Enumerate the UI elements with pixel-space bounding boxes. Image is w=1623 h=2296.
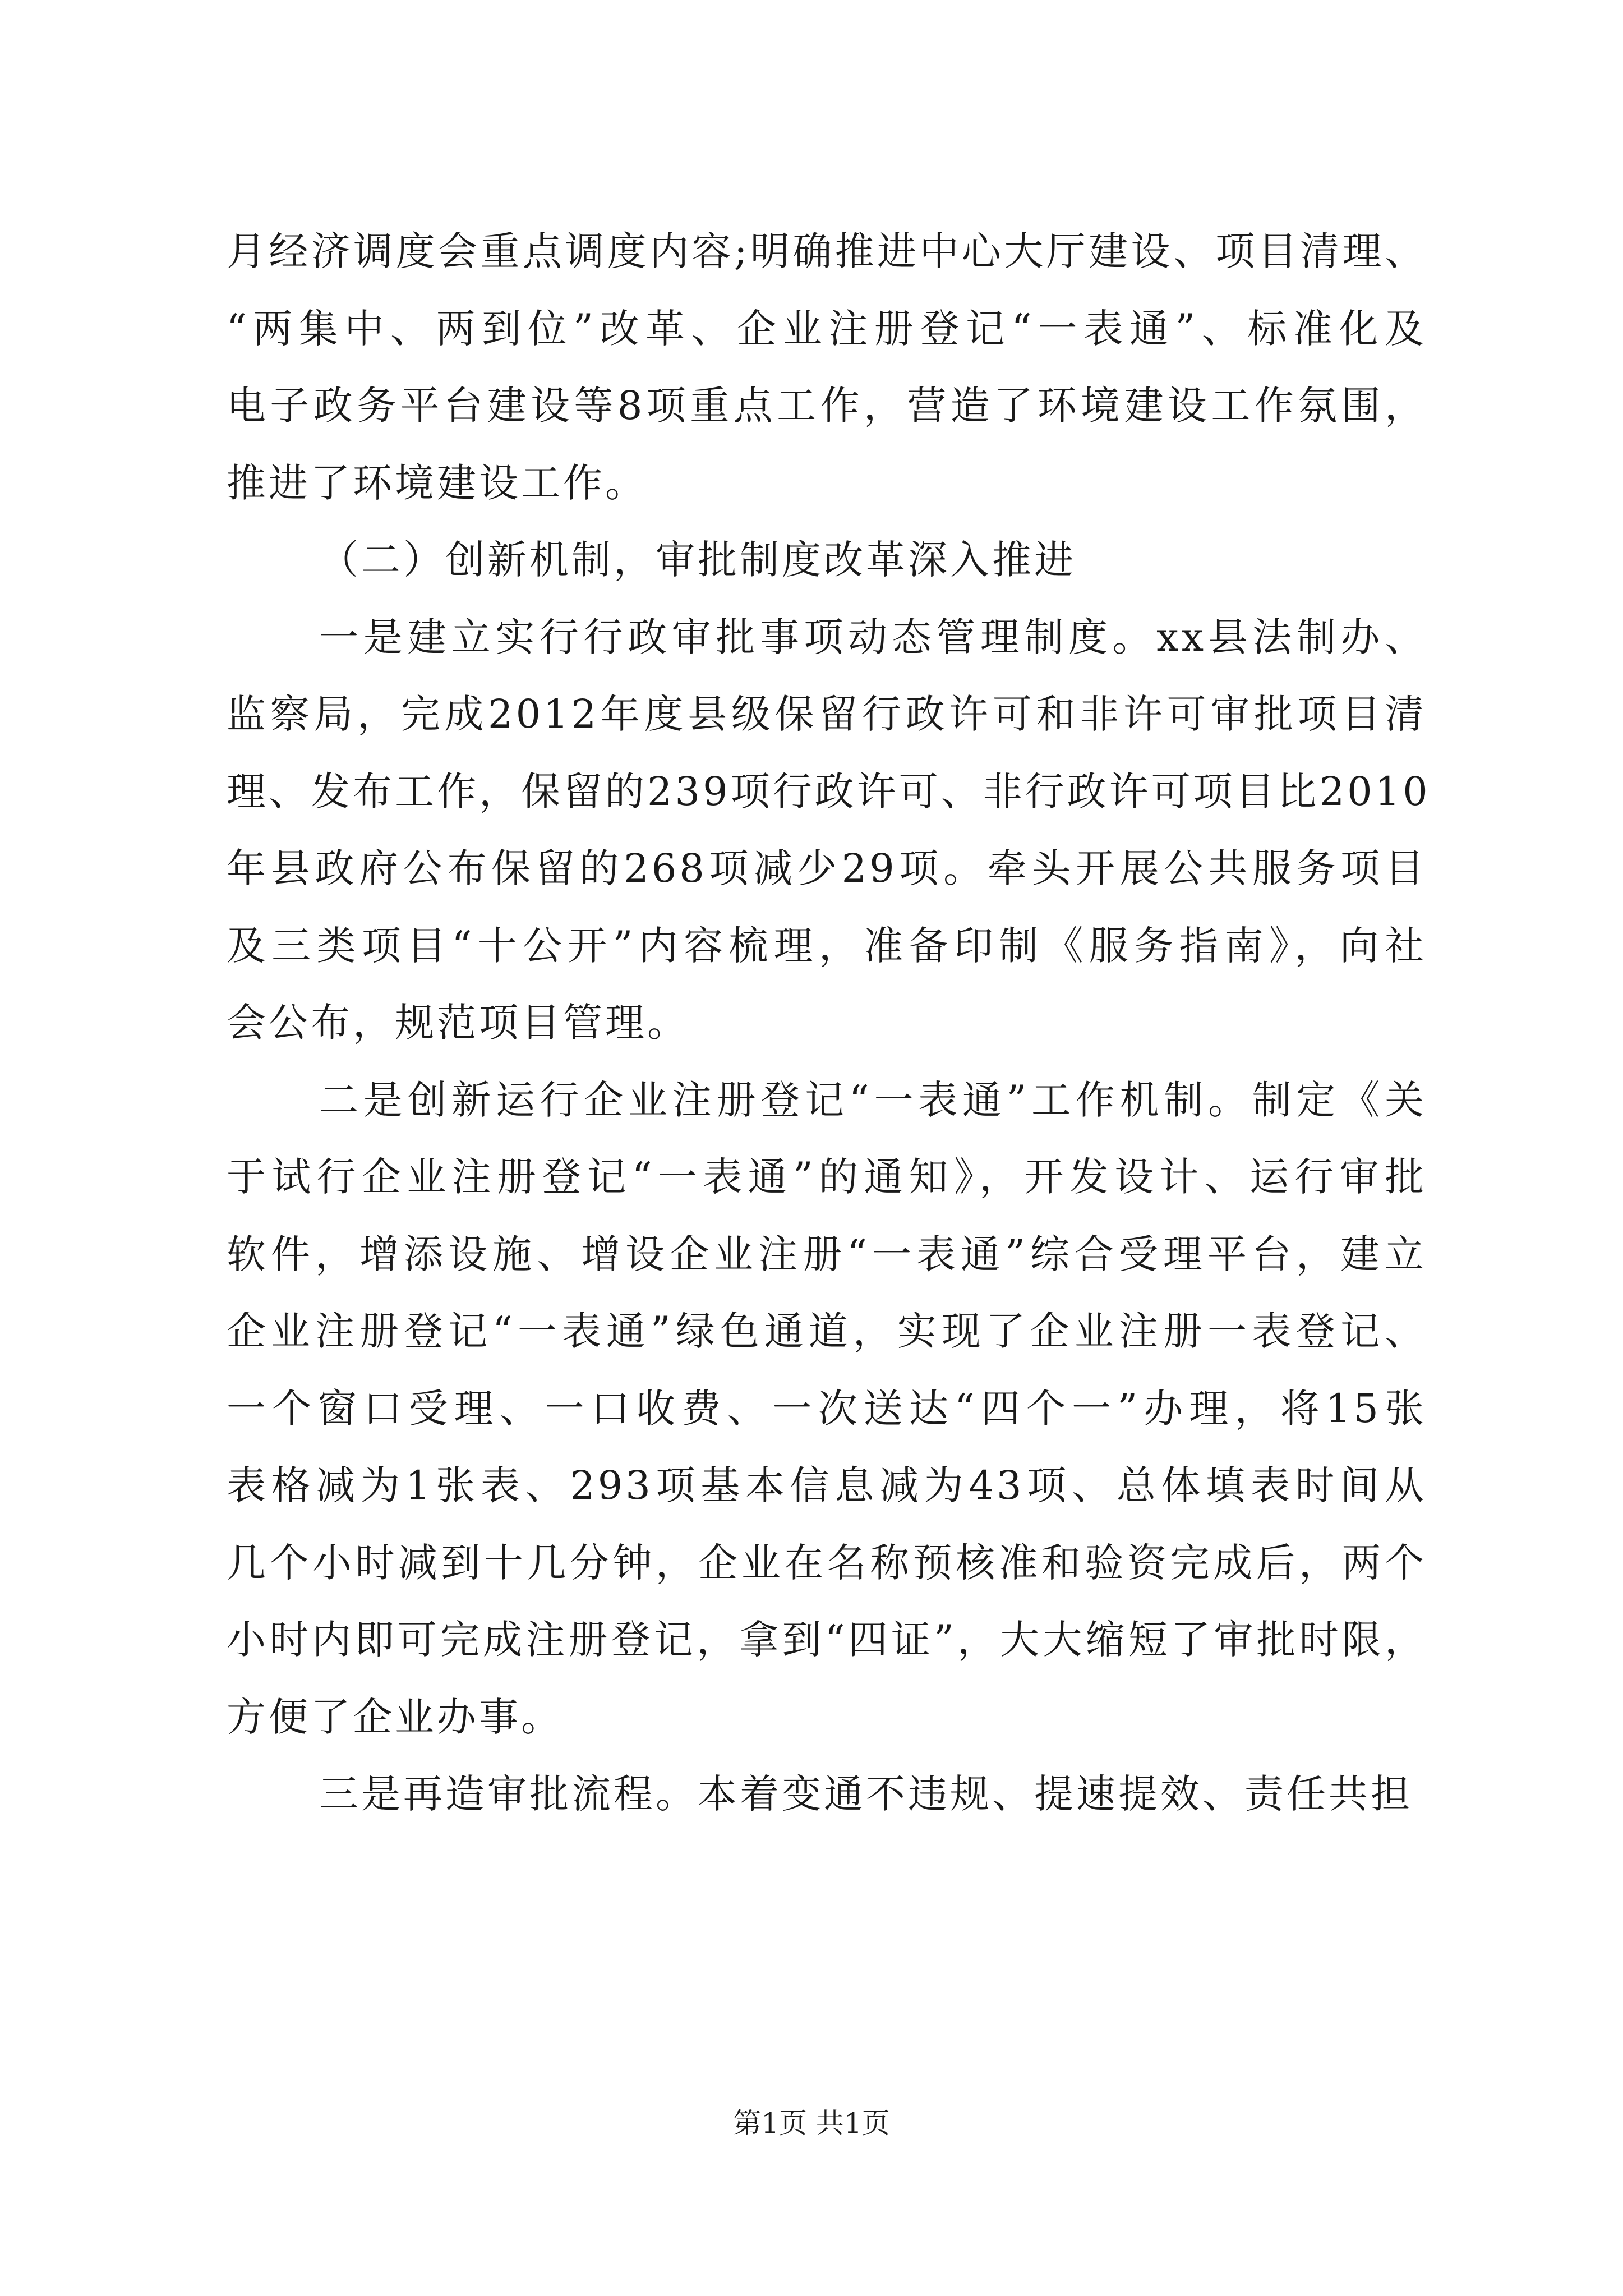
text-line: 于试行企业注册登记“一表通”的通知》，开发设计、运行审批 [227,1154,1427,1200]
text-line: 会公布，规范项目管理。 [227,1000,689,1046]
text-line: 软件，增添设施、增设企业注册“一表通”综合受理平台，建立 [227,1231,1427,1277]
text-line: 企业注册登记“一表通”绿色通道，实现了企业注册一表登记、 [227,1308,1427,1354]
text-line: 二是创新运行企业注册登记“一表通”工作机制。制定《关 [319,1076,1427,1123]
document-body [227,213,1431,1833]
page-footer: 第1页 共1页 [733,2107,890,2139]
text-line: 三是再造审批流程。本着变通不违规、提速提效、责任共担 [319,1771,1413,1817]
paragraph [227,1062,1427,1756]
text-line: 一是建立实行行政审批事项动态管理制度。xx县法制办、 [319,614,1427,660]
text-line: 表格减为1张表、293项基本信息减为43项、总体填表时间从 [227,1462,1427,1508]
text-line: 监察局，完成2012年度县级保留行政许可和非许可审批项目清 [227,691,1427,737]
text-line: 方便了企业办事。 [227,1694,563,1740]
paragraph [227,599,1431,1062]
text-line: 几个小时减到十几分钟，企业在名称预核准和验资完成后，两个 [227,1539,1427,1586]
paragraph [227,1756,1427,1833]
section-heading [227,522,1427,599]
text-line: 理、发布工作，保留的239项行政许可、非行政许可项目比2010 [227,768,1431,815]
text-line: 电子政务平台建设等8项重点工作，营造了环境建设工作氛围， [227,383,1427,429]
text-line: “两集中、两到位”改革、企业注册登记“一表通”、标准化及 [227,305,1427,352]
paragraph [227,213,1427,522]
text-line: 小时内即可完成注册登记，拿到“四证”，大大缩短了审批时限， [227,1617,1427,1663]
text-line: 及三类项目“十公开”内容梳理，准备印制《服务指南》，向社 [227,922,1427,969]
text-line: （二）创新机制，审批制度改革深入推进 [319,537,1076,583]
text-line: 年县政府公布保留的268项减少29项。牵头开展公共服务项目 [227,845,1427,891]
text-line: 推进了环境建设工作。 [227,459,647,506]
text-line: 一个窗口受理、一口收费、一次送达“四个一”办理，将15张 [227,1385,1427,1432]
text-line: 月经济调度会重点调度内容;明确推进中心大厅建设、项目清理、 [227,228,1427,274]
